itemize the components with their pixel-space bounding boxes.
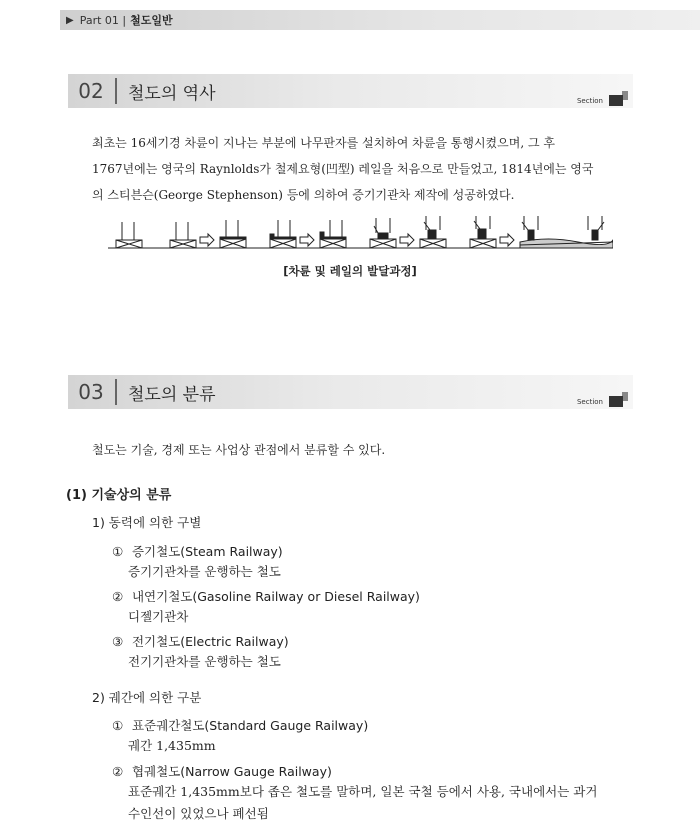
description-line: 표준궤간 1,435mm보다 좁은 철도를 말하며, 일본 국철 등에서 사용, 국내에서는 과거 bbox=[128, 784, 598, 799]
arrow-icon bbox=[200, 234, 214, 246]
stage-8-modern-rail bbox=[470, 216, 496, 248]
list-item bbox=[112, 587, 420, 605]
section-divider bbox=[115, 379, 117, 405]
item-number: ① bbox=[112, 718, 124, 733]
list-item bbox=[112, 542, 283, 560]
gauge-subheading: 2) 궤간에 의한 구분 bbox=[92, 690, 202, 705]
section-03-title: 철도의 분류 bbox=[128, 384, 216, 405]
paragraph-line: 최초는 16세기경 차륜이 지나는 부분에 나무판자를 설치하여 차륜을 통행시켰으며, 그 후 bbox=[92, 136, 555, 150]
stage-1-wooden-plank bbox=[116, 222, 142, 248]
stage-3-iron-strap bbox=[220, 220, 246, 248]
list-item bbox=[112, 632, 289, 650]
list-item bbox=[112, 762, 332, 780]
description-line: 수인선이 있었으나 폐선됨 bbox=[128, 806, 269, 821]
paragraph-line: 의 스티븐슨(George Stephenson) 등에 의하여 증기기관차 제작에 성공하였다. bbox=[92, 188, 515, 202]
stage-7-edge-rail bbox=[420, 216, 446, 248]
section-label: Section bbox=[576, 97, 603, 105]
list-item bbox=[112, 716, 368, 734]
classification-intro: 철도는 기술, 경제 또는 사업상 관점에서 분류할 수 있다. bbox=[92, 443, 386, 457]
section-03-header bbox=[68, 375, 633, 409]
item-name: 전기철도(Electric Railway) bbox=[131, 634, 289, 649]
item-description bbox=[128, 781, 638, 825]
section-02-number: 02 bbox=[78, 79, 104, 103]
item-number: ③ bbox=[112, 634, 124, 649]
arrow-icon bbox=[300, 234, 314, 246]
triangle-bullet-icon: ▶ bbox=[66, 14, 74, 26]
item-description: 증기기관차를 운행하는 철도 bbox=[128, 564, 281, 579]
arrow-icon bbox=[400, 234, 414, 246]
stage-5-l-rail bbox=[320, 220, 346, 248]
diagram-caption: [차륜 및 레일의 발달과정] bbox=[283, 264, 417, 278]
item-name: 증기철도(Steam Railway) bbox=[131, 544, 283, 559]
section-02-header bbox=[68, 74, 633, 108]
section-label: Section bbox=[576, 398, 603, 406]
arrow-icon bbox=[500, 234, 514, 246]
section-square-icon bbox=[609, 396, 623, 407]
wheel-rail-diagram bbox=[108, 212, 613, 254]
section-02-title: 철도의 역사 bbox=[128, 83, 216, 104]
item-number: ② bbox=[112, 589, 124, 604]
stage-4-angle-rail bbox=[270, 220, 296, 248]
item-description: 디젤기관차 bbox=[128, 609, 189, 624]
technical-classification-heading: (1) 기술상의 분류 bbox=[66, 488, 172, 503]
item-number: ② bbox=[112, 764, 124, 779]
item-name: 표준궤간철도(Standard Gauge Railway) bbox=[131, 718, 369, 733]
section-divider bbox=[115, 78, 117, 104]
part-label: Part 01 bbox=[79, 13, 119, 27]
item-number: ① bbox=[112, 544, 124, 559]
part-separator-icon: | bbox=[118, 13, 127, 27]
part-title: 철도일반 bbox=[130, 14, 173, 27]
power-subheading: 1) 동력에 의한 구별 bbox=[92, 515, 202, 530]
history-paragraph bbox=[92, 130, 632, 208]
item-description: 전기기관차를 운행하는 철도 bbox=[128, 654, 281, 669]
item-name: 내연기철도(Gasoline Railway or Diesel Railway) bbox=[131, 589, 420, 604]
stage-9-track-with-sleeper bbox=[520, 216, 613, 248]
stage-6-flanged-wheel bbox=[370, 218, 396, 248]
paragraph-line: 1767년에는 영국의 Raynlolds가 철제요형(凹型) 레일을 처음으로 만들었고, 1814년에는 영국 bbox=[92, 162, 594, 176]
section-03-number: 03 bbox=[78, 380, 104, 404]
item-name: 협궤철도(Narrow Gauge Railway) bbox=[131, 764, 332, 779]
item-description: 궤간 1,435mm bbox=[128, 738, 216, 753]
section-square-icon bbox=[609, 95, 623, 106]
stage-2-plank-wheel bbox=[170, 222, 196, 248]
part-header-bar bbox=[60, 10, 700, 30]
